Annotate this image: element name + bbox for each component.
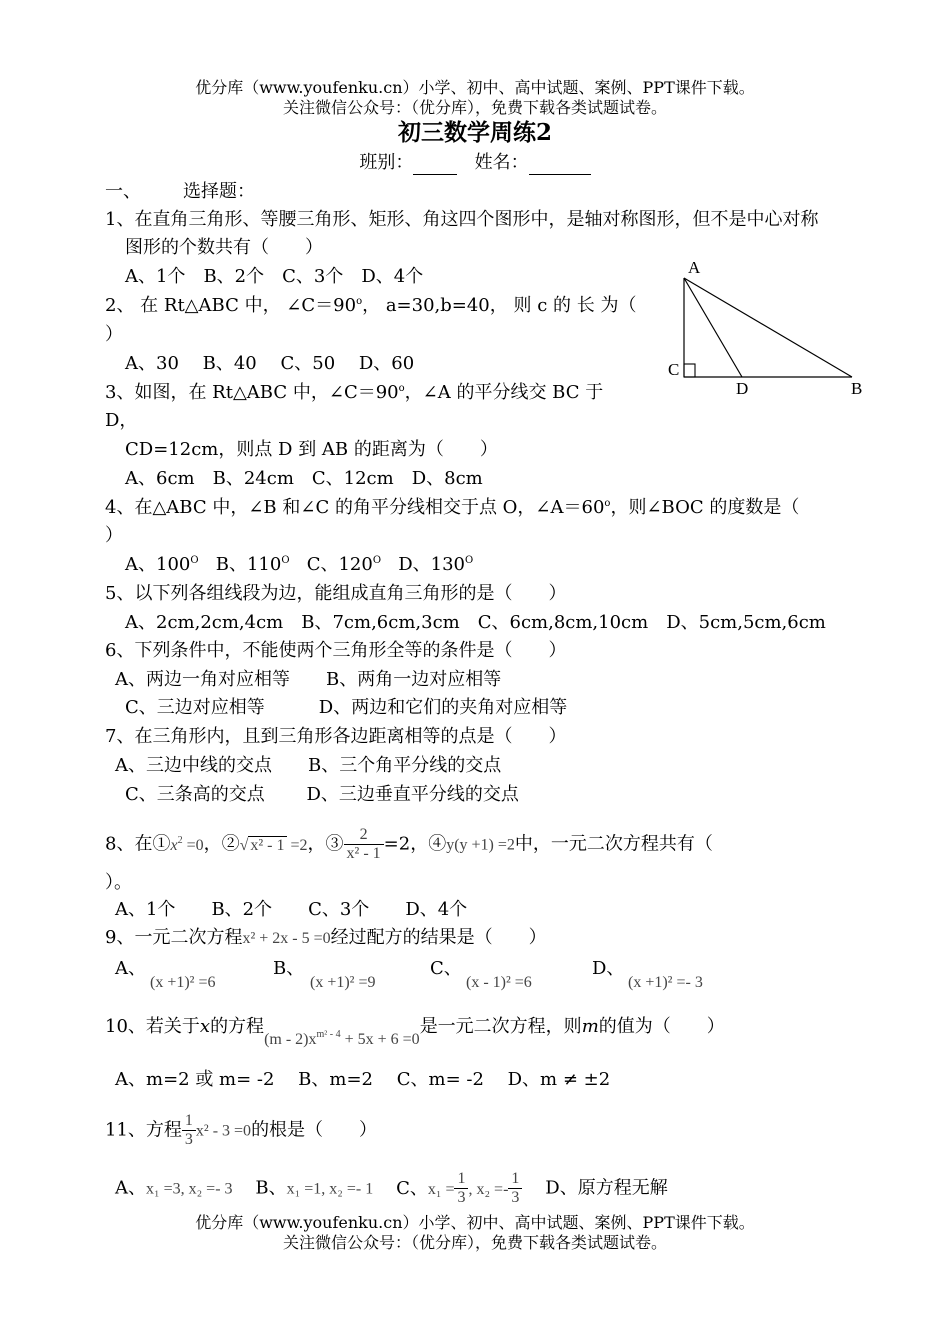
q8-suffix: 中，一元二次方程共有（ (514, 833, 713, 855)
q9-equation: x² + 2x - 5 =0 (242, 930, 331, 947)
q9-option-c: (x - 1)² =6 (466, 974, 532, 991)
q8-sep-4: ，④ (410, 833, 447, 855)
q8-eq-3-rest: =2 (383, 833, 411, 855)
q3-stem (105, 382, 603, 404)
q6-options-ab: A、两边一角对应相等 B、两角一边对应相等 (115, 669, 502, 690)
q10-stem (105, 1016, 725, 1048)
degree-mark: o (398, 383, 405, 394)
q4-option-c: C、120 (306, 554, 373, 575)
label-a: A (688, 258, 701, 277)
q10-equation (264, 1031, 420, 1048)
q11-option-a: x₁ =3, x₂ =- 3 (146, 1180, 233, 1198)
degree-mark: o (604, 498, 611, 509)
footer-line-2: 关注微信公众号：（优分库），免费下载各类试题试卷。 (282, 1233, 667, 1252)
section-number: 一、 (105, 181, 141, 202)
q3-stem-b: ，∠A 的平分线交 BC 于 (404, 382, 604, 403)
q4-option-b: B、110 (215, 554, 282, 575)
q8-eq-1: $x^2 =0$ (170, 834, 204, 854)
q9-stem (105, 927, 547, 950)
q4-stem-a: 4、在△ABC 中，∠B 和∠C 的角平分线相交于点 O，∠A＝60 (105, 497, 605, 518)
q8-prefix: 8、在① (105, 833, 171, 855)
name-label: 姓名： (474, 152, 529, 173)
q11-fraction-den: 3 (184, 1131, 193, 1148)
q10-eq-a: (m - 2)x (264, 1031, 317, 1048)
q11-stem (105, 1112, 377, 1149)
q7-options-cd: C、三条高的交点 D、三边垂直平分线的交点 (125, 784, 519, 805)
q4-stem-line2: ） (105, 525, 123, 546)
degree-mark: O (190, 555, 199, 566)
q3-options: A、6cm B、24cm C、12cm D、8cm (125, 468, 483, 489)
q3-stem-a: 3、如图，在 Rt△ABC 中，∠C＝90 (105, 382, 399, 403)
q8-stem-line2: ）。 (105, 872, 132, 893)
q1-options: A、1个 B、2个 C、3个 D、4个 (125, 266, 424, 287)
q1-stem-line2: 图形的个数共有（ ） (125, 237, 323, 258)
q9-option-b: (x +1)² =9 (310, 974, 376, 991)
q11-option-a-label: A、 (115, 1177, 146, 1199)
q8-eq-3-den: x² - 1 (346, 845, 381, 862)
q10-var-m: m (581, 1016, 599, 1037)
q4-stem-b: ，则∠BOC 的度数是（ (610, 497, 800, 518)
q10-mid: 的方程 (210, 1016, 265, 1037)
q11-option-c-frac1: $\frac{1}{3}$ (454, 1170, 468, 1207)
q4-stem (105, 497, 799, 519)
student-info (0, 152, 950, 175)
q11-option-b-label: B、 (255, 1177, 287, 1199)
q11-option-d: D、原方程无解 (545, 1177, 668, 1199)
q2-options: A、30 B、40 C、50 D、60 (125, 353, 415, 374)
q2-stem-b: ， a=30,b=40， 则 c 的 长 为（ (362, 295, 637, 316)
degree-mark: O (372, 555, 382, 566)
q11-option-c-b: , x₂ =- (468, 1180, 509, 1198)
q9-option-a: (x +1)² =6 (150, 974, 216, 991)
label-c: C (668, 360, 680, 379)
class-blank[interactable] (413, 152, 457, 175)
q7-options-ab: A、三边中线的交点 B、三个角平分线的交点 (115, 755, 502, 776)
q8-eq-3-fraction (344, 826, 384, 863)
q8-eq-4: y(y +1) =2 (446, 836, 515, 854)
q10-options: A、m=2 或 m= -2 B、m=2 C、m= -2 D、m ≠ ±2 (115, 1069, 611, 1090)
q8-eq-2-radicand: x² - 1 (250, 836, 285, 854)
degree-mark: o (356, 296, 363, 307)
q1-stem-line1: 1、在直角三角形、等腰三角形、矩形、角这四个图形中，是轴对称图形，但不是中心对称 (105, 209, 819, 230)
q8-options: A、1个 B、2个 C、3个 D、4个 (115, 899, 468, 920)
q2-stem (105, 295, 636, 317)
degree-mark: O (465, 555, 474, 566)
q4-option-d: D、130 (398, 554, 466, 575)
class-label: 班别： (359, 152, 414, 173)
q10-suffix-a: 是一元二次方程，则 (419, 1016, 582, 1037)
q9-option-d: (x +1)² =- 3 (628, 974, 703, 991)
label-b: B (851, 379, 863, 398)
page-title: 初三数学周练2 (397, 119, 552, 146)
q5-options: A、2cm,2cm,4cm B、7cm,6cm,3cm C、6cm,8cm,10cm D、5cm,5cm,6cm (125, 612, 826, 633)
q10-eq-exponent: m² - 4 (316, 1029, 341, 1040)
q10-suffix-b: 的值为（ ） (598, 1016, 725, 1037)
footer-line-1: 优分库（www.youfenku.cn）小学、初中、高中试题、案例、PPT课件下载。 (195, 1213, 755, 1232)
q10-eq-b: + 5x + 6 =0 (340, 1031, 420, 1048)
q10-var-x: x (199, 1016, 211, 1037)
q4-options (125, 554, 473, 576)
q5-stem: 5、以下列各组线段为边，能组成直角三角形的是（ ） (105, 583, 567, 604)
header-line-1: 优分库（www.youfenku.cn）小学、初中、高中试题、案例、PPT课件下载。 (195, 78, 755, 97)
q9-option-b-label: B、 (273, 958, 305, 979)
q9-prefix: 9、一元二次方程 (105, 927, 243, 948)
q9-option-d-label: D、 (592, 958, 625, 979)
q11-option-c-frac2: $\frac{1}{3}$ (508, 1170, 522, 1207)
triangle-figure (665, 255, 875, 400)
section-heading (105, 181, 255, 203)
q11-fraction-num: 1 (182, 1112, 196, 1131)
q11-option-b: x₁ =1, x₂ =- 1 (286, 1180, 374, 1198)
q3-stem-line3: CD=12cm，则点 D 到 AB 的距离为（ ） (125, 439, 498, 460)
q8-eq-1-var: x (170, 836, 178, 854)
q2-stem-line2: ） (105, 324, 123, 345)
q8-sep-3: ，③ (307, 833, 344, 855)
q10-prefix: 10、若关于 (105, 1016, 200, 1037)
q11-suffix: 的根是（ ） (251, 1119, 378, 1141)
q11-option-c-a: x₁ = (427, 1180, 455, 1198)
q8-stem (105, 826, 713, 863)
q6-options-cd: C、三边对应相等 D、两边和它们的夹角对应相等 (125, 697, 568, 718)
q6-stem: 6、下列条件中，不能使两个三角形全等的条件是（ ） (105, 640, 567, 661)
q8-eq-2-rest: =2 (286, 836, 308, 854)
q3-stem-line2: D， (105, 410, 138, 431)
q4-option-a: A、100 (125, 554, 191, 575)
q9-option-c-label: C、 (430, 958, 462, 979)
q11-prefix: 11、方程 (105, 1119, 182, 1141)
label-d: D (736, 379, 749, 398)
q8-eq-1-rest: =0 (182, 836, 204, 854)
q11-options (115, 1170, 668, 1207)
q8-eq-3-num: 2 (344, 826, 384, 845)
q8-eq-2: √ x² - 1 =2 (239, 836, 308, 854)
q2-stem-a: 2、 在 Rt△ABC 中， ∠C＝90 (105, 295, 357, 316)
header-line-2: 关注微信公众号：（优分库），免费下载各类试题试卷。 (282, 98, 667, 117)
q11-eq-rest: x² - 3 =0 (195, 1122, 252, 1140)
degree-mark: O (281, 555, 290, 566)
name-blank[interactable] (529, 152, 591, 175)
q9-option-a-label: A、 (115, 958, 146, 979)
q11-fraction (182, 1112, 196, 1149)
q11-option-c: C、x₁ = $\frac{1}{3}$ , x₂ =- $\frac{1}{3}$ (396, 1178, 522, 1199)
q7-stem: 7、在三角形内，且到三角形各边距离相等的点是（ ） (105, 726, 567, 747)
section-name: 选择题： (183, 181, 255, 202)
right-angle-mark (684, 364, 695, 377)
q9-suffix: 经过配方的结果是（ ） (330, 927, 547, 948)
q8-sep-2: ，② (203, 833, 240, 855)
